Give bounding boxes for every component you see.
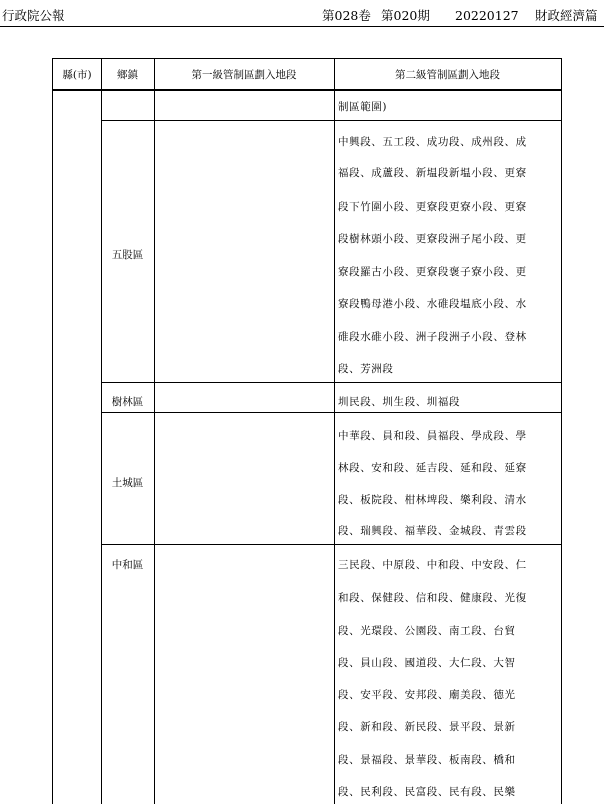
level2-text-line: 段樹林頭小段、更寮段洲子尾小段、更 — [338, 233, 527, 245]
land-section-table — [52, 58, 562, 804]
level2-text-line: 三民段、中原段、中和段、中安段、仁 — [338, 559, 527, 571]
column-header-township: 鄉鎮 — [117, 69, 138, 81]
level2-text-line: 段下竹圍小段、更寮段更寮小段、更寮 — [338, 201, 527, 213]
level2-text-line: 段、安平段、安邦段、廟美段、德光 — [338, 689, 516, 701]
level2-text-line: 圳民段、圳生段、圳福段 — [338, 396, 461, 408]
column-header-level2: 第二級管制區劃入地段 — [395, 69, 500, 81]
level2-text-line: 和段、保健段、信和段、健康段、光復 — [338, 592, 527, 604]
column-header-level1: 第一級管制區劃入地段 — [191, 69, 297, 81]
level2-text-line: 段、民利段、民富段、民有段、民樂 — [338, 786, 516, 798]
publication-title: 行政院公報 — [2, 8, 65, 23]
row-divider — [101, 382, 561, 383]
level2-text-line: 段、景福段、景華段、板南段、橋和 — [338, 754, 516, 766]
level2-text-line: 福段、成蘆段、新塭段新塭小段、更寮 — [338, 167, 527, 179]
issue-number: 第020期 — [381, 8, 430, 23]
section-name: 財政經濟篇 — [535, 8, 598, 23]
header-bottom-rule — [53, 89, 561, 91]
level2-text-line: 寮段鴨母港小段、水碓段塭底小段、水 — [338, 298, 527, 310]
township-shulin: 樹林區 — [111, 396, 144, 408]
page-header — [0, 8, 604, 24]
level2-text-line: 段、員山段、國道段、大仁段、大智 — [338, 657, 516, 669]
level2-text-line: 段、芳洲段 — [338, 363, 394, 375]
level2-text-line: 碓段水碓小段、洲子段洲子小段、登林 — [338, 331, 527, 343]
level2-text-line: 段、新和段、新民段、景平段、景新 — [338, 721, 516, 733]
column-divider — [154, 59, 155, 804]
column-header-county: 縣(市) — [62, 69, 92, 81]
level2-text-line: 中華段、員和段、員福段、學成段、學 — [338, 430, 527, 442]
publication-date: 20220127 — [455, 8, 519, 23]
level2-text-line: 段、光環段、公園段、南工段、台貿 — [338, 625, 516, 637]
volume-number: 第028卷 — [322, 8, 371, 23]
level2-text-line: 林段、安和段、延吉段、延和段、延寮 — [338, 462, 527, 474]
header-divider — [0, 26, 604, 27]
level2-text-line: 段、瑞興段、福華段、金城段、青雲段 — [338, 525, 527, 537]
level2-text-line: 段、板院段、柑林埤段、樂利段、清水 — [338, 494, 527, 506]
township-tucheng: 土城區 — [111, 477, 144, 489]
column-divider — [101, 59, 102, 804]
level2-text-line: 中興段、五工段、成功段、成州段、成 — [338, 136, 527, 148]
row-divider — [101, 412, 561, 413]
township-wugu: 五股區 — [111, 249, 144, 261]
column-divider — [334, 59, 335, 804]
level2-text-line: 寮段羅古小段、更寮段褒子寮小段、更 — [338, 266, 527, 278]
row-divider — [101, 544, 561, 545]
township-zhonghe: 中和區 — [111, 559, 144, 571]
row-divider — [101, 120, 561, 121]
level2-text-line: 制區範圍) — [338, 101, 388, 113]
